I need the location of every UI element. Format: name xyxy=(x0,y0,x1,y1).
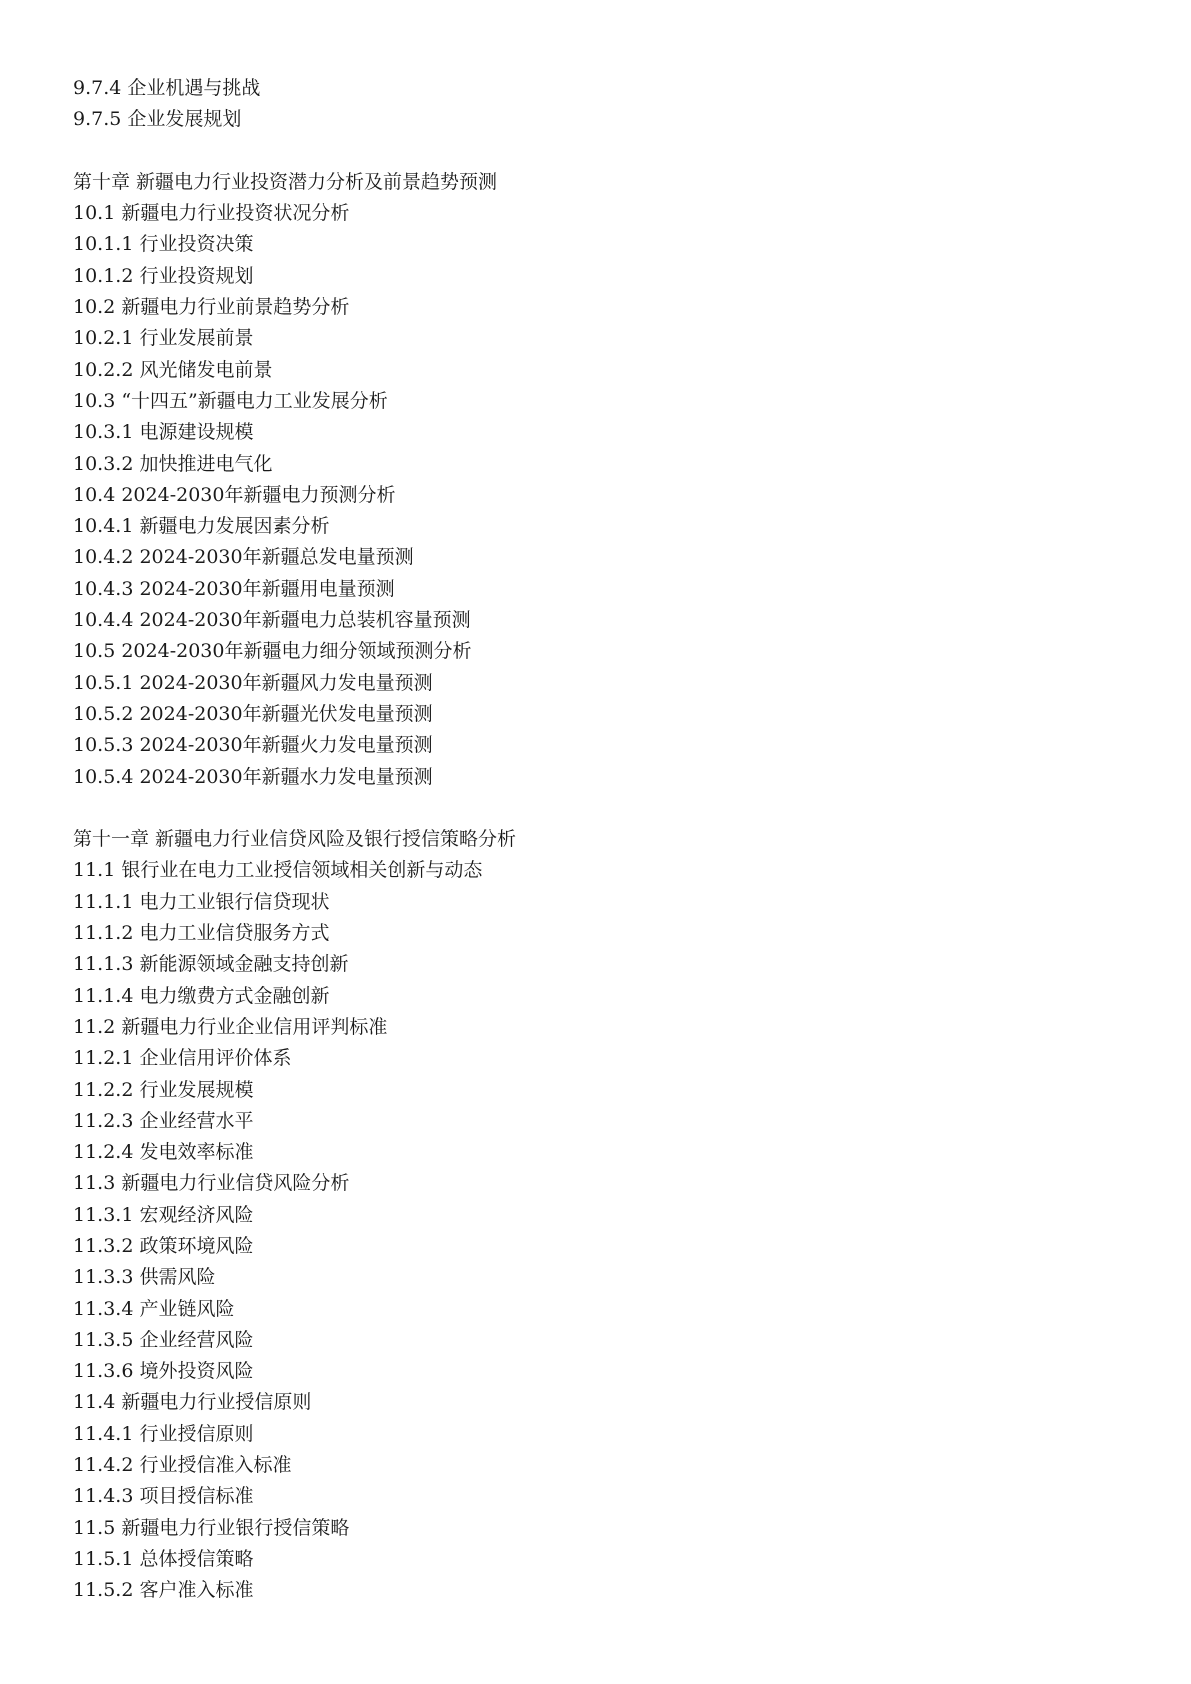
toc-entry: 10.5.2 2024-2030年新疆光伏发电量预测 xyxy=(73,702,433,725)
chapter-heading: 第十一章 新疆电力行业信贷风险及银行授信策略分析 xyxy=(73,828,517,851)
toc-entry: 11.1 银行业在电力工业授信领域相关创新与动态 xyxy=(73,859,483,882)
toc-entry: 11.1.2 电力工业信贷服务方式 xyxy=(73,922,330,945)
toc-entry: 11.2.3 企业经营水平 xyxy=(73,1109,254,1132)
toc-entry: 10.3.2 加快推进电气化 xyxy=(73,452,273,475)
toc-section-9 xyxy=(73,73,1133,136)
toc-entry: 11.3.1 宏观经济风险 xyxy=(73,1203,254,1226)
toc-entry: 10.4.2 2024-2030年新疆总发电量预测 xyxy=(73,546,414,569)
toc-entry: 11.3.2 政策环境风险 xyxy=(73,1234,254,1257)
toc-entry: 11.4.3 项目授信标准 xyxy=(73,1485,254,1508)
toc-entry: 10.5 2024-2030年新疆电力细分领域预测分析 xyxy=(73,640,472,663)
toc-entry: 10.1.2 行业投资规划 xyxy=(73,264,254,287)
toc-entry: 10.2.2 风光储发电前景 xyxy=(73,358,273,381)
toc-entry: 11.2.4 发电效率标准 xyxy=(73,1141,254,1164)
toc-entry: 11.2 新疆电力行业企业信用评判标准 xyxy=(73,1015,388,1038)
section-spacer xyxy=(73,793,1133,824)
toc-entry: 10.5.1 2024-2030年新疆风力发电量预测 xyxy=(73,671,433,694)
toc-entry: 9.7.5 企业发展规划 xyxy=(73,108,242,131)
toc-entry: 11.5 新疆电力行业银行授信策略 xyxy=(73,1516,350,1539)
toc-entry: 11.2.1 企业信用评价体系 xyxy=(73,1047,292,1070)
toc-entry: 10.5.4 2024-2030年新疆水力发电量预测 xyxy=(73,765,433,788)
toc-entry: 11.4.1 行业授信原则 xyxy=(73,1422,254,1445)
toc-entry: 10.5.3 2024-2030年新疆火力发电量预测 xyxy=(73,734,433,757)
toc-entry: 10.2.1 行业发展前景 xyxy=(73,327,254,350)
toc-entry: 11.1.4 电力缴费方式金融创新 xyxy=(73,984,330,1007)
toc-section-11 xyxy=(73,824,1133,1606)
toc-entry: 11.2.2 行业发展规模 xyxy=(73,1078,254,1101)
chapter-heading: 第十章 新疆电力行业投资潜力分析及前景趋势预测 xyxy=(73,170,498,193)
toc-entry: 10.4.3 2024-2030年新疆用电量预测 xyxy=(73,577,395,600)
toc-entry: 11.3.6 境外投资风险 xyxy=(73,1360,254,1383)
toc-entry: 9.7.4 企业机遇与挑战 xyxy=(73,77,261,99)
toc-entry: 11.1.1 电力工业银行信贷现状 xyxy=(73,890,330,913)
toc-entry: 11.3.3 供需风险 xyxy=(73,1266,216,1289)
toc-section-10 xyxy=(73,167,1133,793)
toc-entry: 10.4.4 2024-2030年新疆电力总装机容量预测 xyxy=(73,609,471,632)
toc-entry: 11.4.2 行业授信准入标准 xyxy=(73,1454,292,1477)
toc-entry: 10.3 “十四五”新疆电力工业发展分析 xyxy=(73,389,388,412)
toc-entry: 10.3.1 电源建设规模 xyxy=(73,421,254,444)
toc-entry: 11.5.2 客户准入标准 xyxy=(73,1579,254,1602)
toc-entry: 11.3 新疆电力行业信贷风险分析 xyxy=(73,1172,350,1195)
toc-entry: 11.3.4 产业链风险 xyxy=(73,1297,235,1320)
toc-entry: 11.4 新疆电力行业授信原则 xyxy=(73,1391,312,1414)
toc-entry: 10.2 新疆电力行业前景趋势分析 xyxy=(73,296,350,319)
section-spacer xyxy=(73,136,1133,167)
toc-entry: 11.1.3 新能源领域金融支持创新 xyxy=(73,953,349,976)
toc-entry: 11.5.1 总体授信策略 xyxy=(73,1547,254,1570)
toc-entry: 11.3.5 企业经营风险 xyxy=(73,1328,254,1351)
toc-entry: 10.1.1 行业投资决策 xyxy=(73,233,254,256)
toc-page xyxy=(73,73,1133,1607)
toc-entry: 10.1 新疆电力行业投资状况分析 xyxy=(73,202,350,225)
toc-entry: 10.4.1 新疆电力发展因素分析 xyxy=(73,515,330,538)
toc-entry: 10.4 2024-2030年新疆电力预测分析 xyxy=(73,483,396,506)
